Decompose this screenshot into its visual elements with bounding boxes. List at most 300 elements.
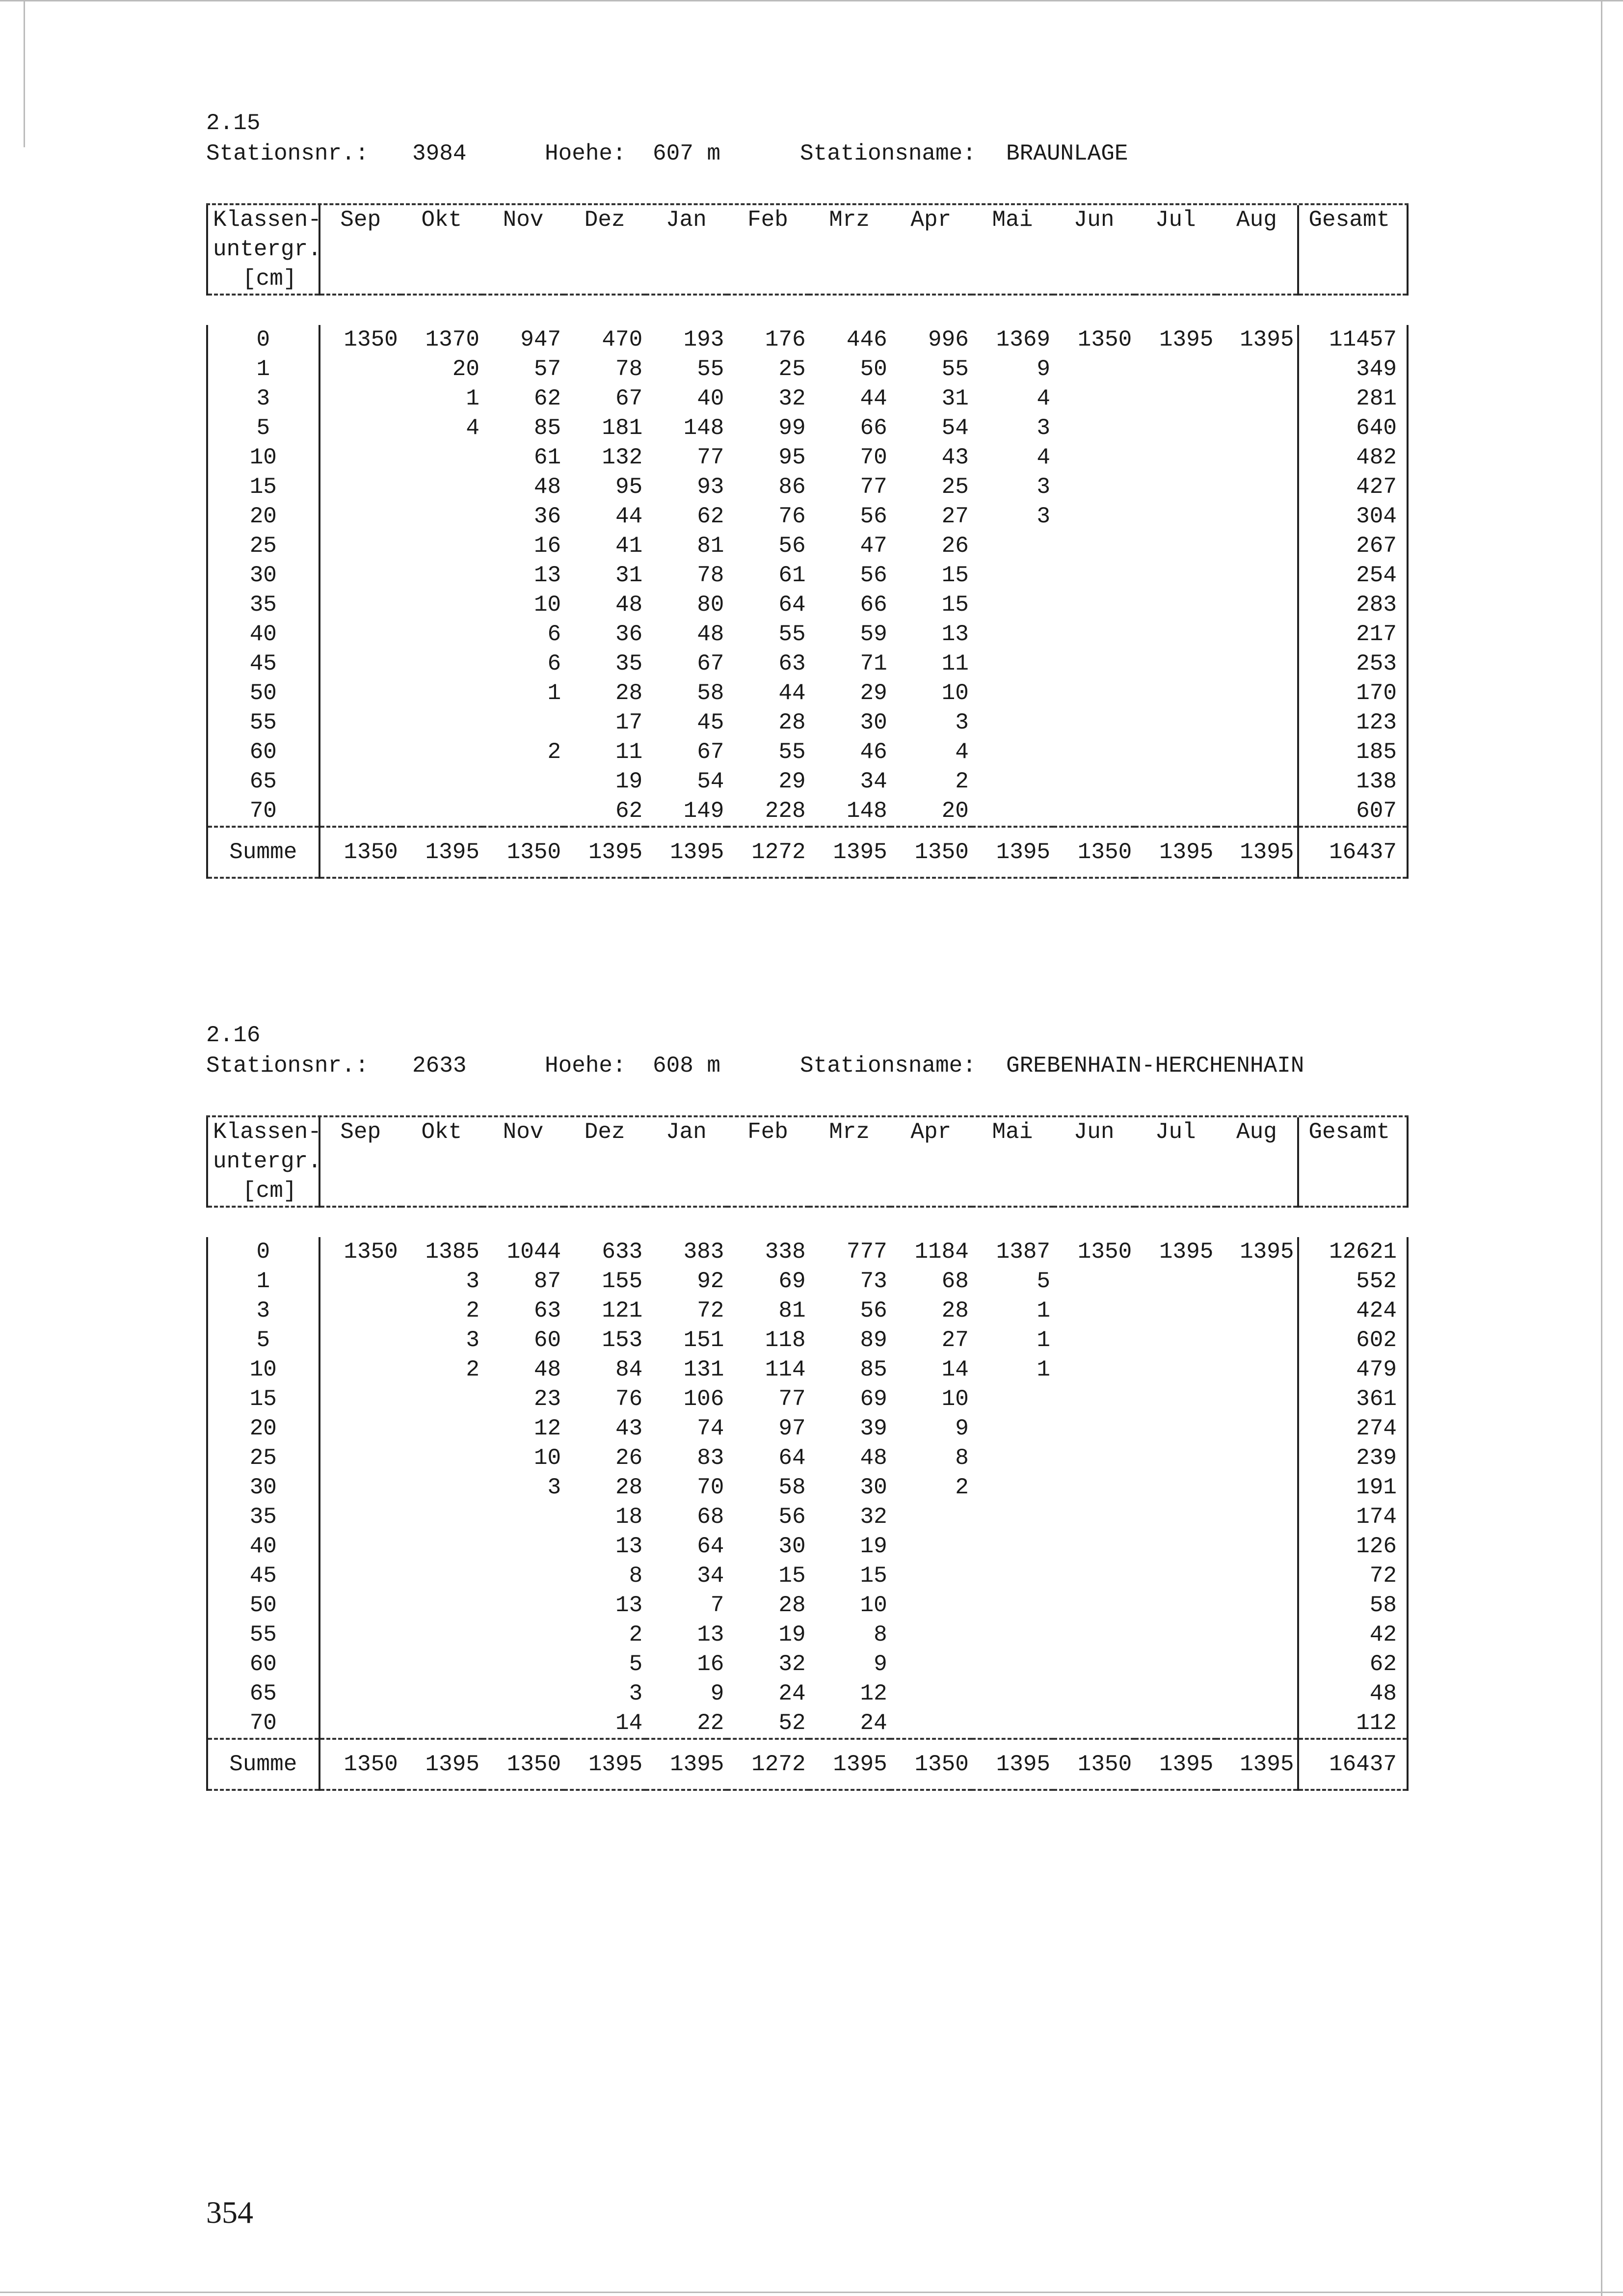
value-cell (1053, 1502, 1135, 1532)
value-cell (1053, 708, 1135, 737)
class-cell: 3 (207, 1296, 319, 1325)
value-cell (1216, 590, 1298, 620)
value-cell: 55 (697, 356, 724, 382)
value-cell: 56 (778, 1504, 806, 1530)
value-cell: 68 (697, 1504, 724, 1530)
table-row (207, 413, 1408, 443)
value-cell: 70 (860, 445, 887, 470)
class-header: [cm] (207, 264, 319, 295)
value-cell: 68 (941, 1269, 969, 1294)
total-cell: 640 (1298, 413, 1408, 443)
value-cell: 35 (615, 651, 643, 676)
value-cell: 15 (778, 1563, 806, 1589)
month-header: Feb (747, 207, 788, 233)
value-cell (319, 1591, 401, 1620)
value-cell: 63 (778, 651, 806, 676)
class-cell: 60 (207, 737, 319, 767)
class-header: Klassen- (207, 205, 319, 235)
value-cell (401, 1620, 482, 1649)
table-row (207, 384, 1408, 413)
value-cell (319, 737, 401, 767)
value-cell: 118 (765, 1327, 806, 1353)
value-cell (482, 708, 564, 737)
value-cell (319, 354, 401, 384)
value-cell (972, 678, 1053, 708)
value-cell (1135, 590, 1216, 620)
height-label: Hoehe: (545, 141, 626, 166)
value-cell: 11 (941, 651, 969, 676)
class-cell: 0 (207, 325, 319, 354)
class-cell: 60 (207, 1649, 319, 1679)
value-cell (890, 1591, 972, 1620)
value-cell: 16 (533, 533, 561, 559)
scan-edge-bottom (0, 2292, 1623, 2293)
class-cell: 1 (207, 354, 319, 384)
value-cell: 3 (955, 710, 969, 735)
sum-cell: 1395 (809, 827, 890, 878)
value-cell (1053, 1443, 1135, 1473)
value-cell: 3 (629, 1681, 643, 1706)
value-cell (319, 1296, 401, 1325)
value-cell: 2 (547, 739, 561, 765)
class-cell: 15 (207, 1384, 319, 1414)
value-cell (1216, 1384, 1298, 1414)
value-cell (890, 1620, 972, 1649)
value-cell (1135, 767, 1216, 796)
station-info-line (206, 1051, 1409, 1081)
value-cell (1216, 561, 1298, 590)
value-cell (319, 1620, 401, 1649)
class-cell: 40 (207, 620, 319, 649)
class-cell: 40 (207, 1532, 319, 1561)
value-cell (1216, 1267, 1298, 1296)
section-number: 2.15 (206, 110, 261, 136)
sum-cell: 1395 (972, 827, 1053, 878)
value-cell (1053, 737, 1135, 767)
value-cell (401, 590, 482, 620)
sum-cell: 1395 (809, 1739, 890, 1790)
value-cell (401, 737, 482, 767)
value-cell (319, 1325, 401, 1355)
value-cell (972, 561, 1053, 590)
value-cell (1135, 413, 1216, 443)
value-cell (1216, 620, 1298, 649)
value-cell (972, 590, 1053, 620)
value-cell (1216, 1296, 1298, 1325)
sum-cell: 1272 (727, 1739, 808, 1790)
table-row (207, 1296, 1408, 1325)
value-cell: 41 (615, 533, 643, 559)
value-cell: 77 (697, 445, 724, 470)
value-cell (1135, 678, 1216, 708)
value-cell (401, 767, 482, 796)
value-cell (319, 561, 401, 590)
value-cell (1135, 649, 1216, 678)
value-cell: 47 (860, 533, 887, 559)
value-cell: 9 (955, 1416, 969, 1441)
value-cell: 78 (697, 563, 724, 588)
table-row (207, 1443, 1408, 1473)
total-cell: 427 (1298, 472, 1408, 502)
value-cell (1216, 1708, 1298, 1739)
total-cell: 58 (1298, 1591, 1408, 1620)
value-cell: 34 (860, 769, 887, 794)
value-cell: 64 (778, 1445, 806, 1471)
value-cell (972, 1649, 1053, 1679)
value-cell (1135, 1296, 1216, 1325)
table-row (207, 1620, 1408, 1649)
value-cell (319, 1355, 401, 1384)
value-cell (1216, 354, 1298, 384)
total-header: Gesamt (1298, 1117, 1408, 1147)
class-cell: 10 (207, 1355, 319, 1384)
value-cell: 95 (615, 474, 643, 500)
total-cell: 239 (1298, 1443, 1408, 1473)
table-row (207, 443, 1408, 472)
value-cell: 26 (615, 1445, 643, 1471)
value-cell (972, 1620, 1053, 1649)
station-name: GREBENHAIN-HERCHENHAIN (1006, 1053, 1304, 1079)
sum-cell: 1395 (564, 1739, 645, 1790)
station-info-line (206, 138, 1409, 169)
total-cell: 138 (1298, 767, 1408, 796)
value-cell: 8 (874, 1622, 887, 1648)
value-cell (482, 1532, 564, 1561)
value-cell (1053, 1355, 1135, 1384)
value-cell: 14 (941, 1357, 969, 1382)
value-cell (972, 1473, 1053, 1502)
table-row (207, 796, 1408, 827)
header-row (207, 264, 1408, 295)
value-cell (319, 531, 401, 561)
value-cell (319, 413, 401, 443)
sum-cell: 1350 (1053, 1739, 1135, 1790)
sum-total-cell: 16437 (1298, 827, 1408, 878)
value-cell (319, 1414, 401, 1443)
value-cell (1216, 737, 1298, 767)
value-cell (1053, 472, 1135, 502)
value-cell (972, 767, 1053, 796)
value-cell (1216, 1473, 1298, 1502)
value-cell (972, 708, 1053, 737)
value-cell: 1395 (1159, 327, 1214, 352)
month-header: Okt (421, 1119, 462, 1145)
value-cell (401, 708, 482, 737)
value-cell (1053, 413, 1135, 443)
value-cell: 29 (778, 769, 806, 794)
value-cell: 3 (1037, 504, 1051, 529)
value-cell (401, 1561, 482, 1591)
value-cell: 70 (697, 1475, 724, 1500)
value-cell (1216, 1679, 1298, 1708)
value-cell: 151 (683, 1327, 724, 1353)
value-cell: 69 (778, 1269, 806, 1294)
value-cell (401, 561, 482, 590)
height-label: Hoehe: (545, 1053, 626, 1079)
value-cell: 97 (778, 1416, 806, 1441)
value-cell (1135, 1384, 1216, 1414)
value-cell: 66 (860, 415, 887, 441)
value-cell (319, 472, 401, 502)
class-header: [cm] (207, 1176, 319, 1207)
class-header: untergr. (207, 1147, 319, 1176)
total-cell: 11457 (1298, 325, 1408, 354)
value-cell (972, 1384, 1053, 1414)
class-cell: 10 (207, 443, 319, 472)
value-cell: 1395 (1240, 1239, 1294, 1265)
scan-edge-left (24, 0, 25, 147)
value-cell (1053, 384, 1135, 413)
total-cell: 267 (1298, 531, 1408, 561)
value-cell (1216, 502, 1298, 531)
value-cell: 60 (533, 1327, 561, 1353)
table-row (207, 502, 1408, 531)
month-header: Aug (1236, 207, 1277, 233)
value-cell: 59 (860, 621, 887, 647)
value-cell: 10 (941, 680, 969, 706)
table-row (207, 649, 1408, 678)
value-cell (482, 1502, 564, 1532)
value-cell: 67 (697, 651, 724, 676)
value-cell: 58 (697, 680, 724, 706)
month-header: Mai (992, 1119, 1033, 1145)
value-cell (401, 443, 482, 472)
month-header: Dez (584, 1119, 625, 1145)
month-header: Okt (421, 207, 462, 233)
value-cell: 99 (778, 415, 806, 441)
snow-depth-table (206, 1117, 1409, 1791)
total-cell: 607 (1298, 796, 1408, 827)
value-cell: 56 (860, 504, 887, 529)
value-cell (1135, 384, 1216, 413)
table-row (207, 1473, 1408, 1502)
value-cell: 22 (697, 1710, 724, 1736)
sum-cell: 1395 (645, 1739, 727, 1790)
table-row (207, 1649, 1408, 1679)
month-header: Jan (665, 207, 707, 233)
total-cell: 174 (1298, 1502, 1408, 1532)
class-cell: 55 (207, 708, 319, 737)
total-cell: 72 (1298, 1561, 1408, 1591)
value-cell: 61 (533, 445, 561, 470)
value-cell: 85 (533, 415, 561, 441)
value-cell (1053, 531, 1135, 561)
value-cell (1216, 708, 1298, 737)
value-cell: 30 (860, 710, 887, 735)
value-cell: 56 (860, 563, 887, 588)
value-cell: 56 (778, 533, 806, 559)
value-cell: 114 (765, 1357, 806, 1382)
value-cell: 13 (615, 1534, 643, 1559)
value-cell (1053, 1325, 1135, 1355)
month-header: Nov (503, 1119, 544, 1145)
value-cell (1216, 1443, 1298, 1473)
value-cell (1135, 502, 1216, 531)
value-cell: 76 (778, 504, 806, 529)
value-cell (1135, 1708, 1216, 1739)
value-cell: 25 (778, 356, 806, 382)
value-cell: 62 (697, 504, 724, 529)
value-cell (1216, 767, 1298, 796)
value-cell: 13 (941, 621, 969, 647)
value-cell (1135, 1561, 1216, 1591)
value-cell: 76 (615, 1386, 643, 1412)
value-cell: 1 (1037, 1357, 1051, 1382)
value-cell (1135, 1532, 1216, 1561)
month-header: Jun (1073, 207, 1115, 233)
value-cell: 13 (615, 1593, 643, 1618)
sum-cell: 1395 (972, 1739, 1053, 1790)
table-row (207, 531, 1408, 561)
value-cell: 1 (1037, 1298, 1051, 1324)
value-cell (890, 1649, 972, 1679)
sum-row (207, 827, 1408, 878)
class-cell: 25 (207, 1443, 319, 1473)
value-cell: 10 (941, 1386, 969, 1412)
class-cell: 70 (207, 1708, 319, 1739)
value-cell: 44 (778, 680, 806, 706)
value-cell: 149 (683, 798, 724, 824)
value-cell (319, 708, 401, 737)
value-cell (401, 1384, 482, 1414)
total-cell: 185 (1298, 737, 1408, 767)
class-cell: 50 (207, 1591, 319, 1620)
class-cell: 65 (207, 767, 319, 796)
value-cell (401, 531, 482, 561)
sum-cell: 1350 (319, 1739, 401, 1790)
value-cell: 69 (860, 1386, 887, 1412)
month-header: Dez (584, 207, 625, 233)
value-cell (319, 1679, 401, 1708)
value-cell: 30 (778, 1534, 806, 1559)
class-cell: 15 (207, 472, 319, 502)
month-header: Mai (992, 207, 1033, 233)
value-cell: 1369 (996, 327, 1051, 352)
sum-cell: 1395 (1216, 1739, 1298, 1790)
value-cell: 13 (533, 563, 561, 588)
value-cell: 10 (860, 1593, 887, 1618)
value-cell: 28 (778, 710, 806, 735)
table-row (207, 561, 1408, 590)
value-cell: 31 (941, 386, 969, 411)
value-cell: 1350 (1077, 327, 1132, 352)
value-cell (1053, 1267, 1135, 1296)
month-header: Jan (665, 1119, 707, 1145)
value-cell: 10 (533, 1445, 561, 1471)
value-cell: 55 (778, 621, 806, 647)
section-number: 2.16 (206, 1023, 261, 1048)
value-cell (1216, 384, 1298, 413)
class-cell: 0 (207, 1237, 319, 1267)
table-row (207, 354, 1408, 384)
nr-label: Stationsnr.: (206, 1053, 369, 1079)
value-cell (1053, 767, 1135, 796)
value-cell: 63 (533, 1298, 561, 1324)
table-row (207, 620, 1408, 649)
total-cell: 424 (1298, 1296, 1408, 1325)
value-cell: 131 (683, 1357, 724, 1382)
value-cell (972, 1679, 1053, 1708)
table-row (207, 1679, 1408, 1708)
value-cell (401, 1679, 482, 1708)
value-cell (482, 1649, 564, 1679)
value-cell (1135, 561, 1216, 590)
total-cell: 479 (1298, 1355, 1408, 1384)
value-cell: 121 (602, 1298, 643, 1324)
value-cell: 1395 (1159, 1239, 1214, 1265)
value-cell: 48 (697, 621, 724, 647)
sum-cell: 1395 (564, 827, 645, 878)
value-cell: 46 (860, 739, 887, 765)
value-cell (890, 1561, 972, 1591)
value-cell: 43 (941, 445, 969, 470)
value-cell (401, 678, 482, 708)
value-cell (482, 1561, 564, 1591)
value-cell (319, 620, 401, 649)
value-cell: 28 (778, 1593, 806, 1618)
value-cell (1053, 1296, 1135, 1325)
value-cell: 31 (615, 563, 643, 588)
value-cell: 1370 (425, 327, 479, 352)
value-cell: 3 (1037, 474, 1051, 500)
value-cell: 95 (778, 445, 806, 470)
sum-cell: 1350 (482, 1739, 564, 1790)
value-cell: 383 (683, 1239, 724, 1265)
month-header: Jun (1073, 1119, 1115, 1145)
value-cell (1053, 620, 1135, 649)
value-cell: 153 (602, 1327, 643, 1353)
value-cell (401, 1414, 482, 1443)
value-cell: 67 (697, 739, 724, 765)
total-cell: 191 (1298, 1473, 1408, 1502)
value-cell (1053, 1532, 1135, 1561)
name-label: Stationsname: (800, 141, 976, 166)
value-cell: 20 (452, 356, 479, 382)
nr-label: Stationsnr.: (206, 141, 369, 166)
value-cell (482, 1591, 564, 1620)
value-cell (1053, 796, 1135, 827)
value-cell (1216, 678, 1298, 708)
sum-label: Summe (207, 1739, 319, 1790)
name-label: Stationsname: (800, 1053, 976, 1079)
value-cell: 1387 (996, 1239, 1051, 1265)
total-cell: 112 (1298, 1708, 1408, 1739)
value-cell (482, 796, 564, 827)
month-header: Mrz (829, 1119, 870, 1145)
value-cell (1053, 354, 1135, 384)
value-cell (972, 531, 1053, 561)
value-cell: 44 (860, 386, 887, 411)
class-cell: 25 (207, 531, 319, 561)
sum-cell: 1350 (482, 827, 564, 878)
value-cell (1216, 1414, 1298, 1443)
value-cell: 193 (683, 327, 724, 352)
value-cell: 32 (778, 386, 806, 411)
value-cell (1135, 1355, 1216, 1384)
value-cell: 62 (533, 386, 561, 411)
value-cell: 36 (615, 621, 643, 647)
value-cell: 64 (697, 1534, 724, 1559)
header-row (207, 1176, 1408, 1207)
value-cell: 8 (629, 1563, 643, 1589)
sum-cell: 1395 (645, 827, 727, 878)
value-cell (401, 1532, 482, 1561)
total-cell: 62 (1298, 1649, 1408, 1679)
value-cell (972, 1532, 1053, 1561)
value-cell: 8 (955, 1445, 969, 1471)
sum-cell: 1350 (890, 1739, 972, 1790)
value-cell (401, 1473, 482, 1502)
